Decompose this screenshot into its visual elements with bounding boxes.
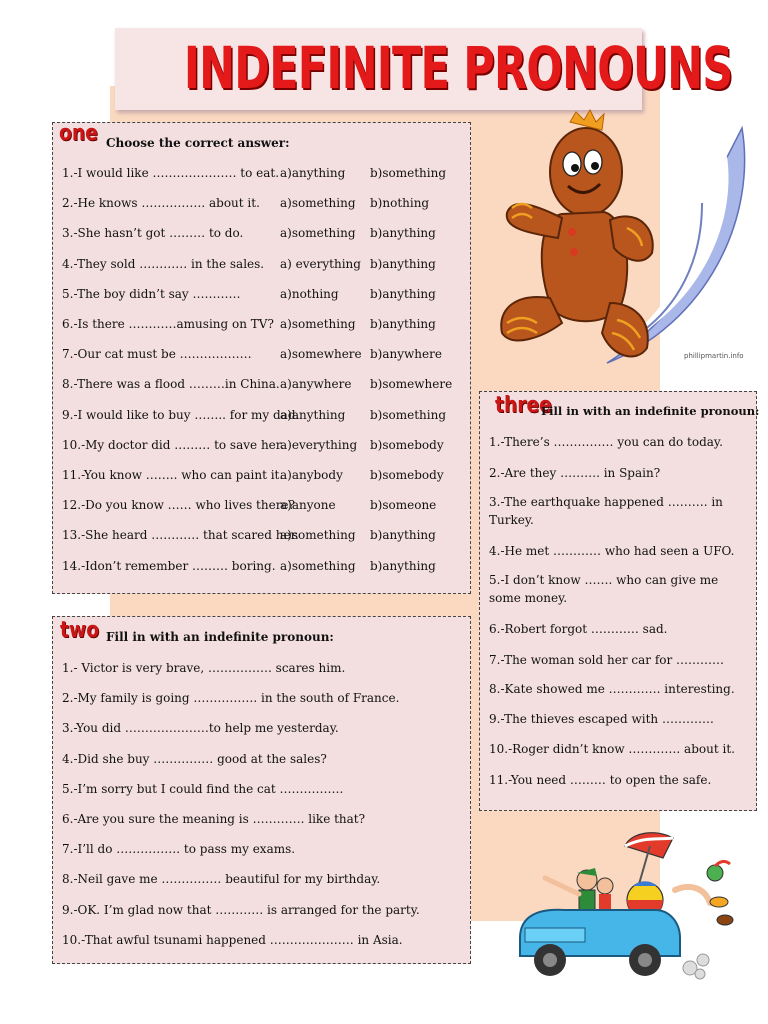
question-text: 13.-She heard ………… that scared her. — [62, 528, 299, 543]
question-row — [62, 498, 462, 514]
option-a[interactable]: a)everything — [280, 437, 358, 452]
option-a[interactable]: a)something — [280, 196, 356, 211]
option-a[interactable]: a)something — [280, 226, 356, 241]
section-two-label: two — [60, 618, 100, 643]
car-trip-illustration — [505, 828, 745, 992]
question-text: 6.-Is there …………amusing on TV? — [62, 317, 274, 331]
exercise-item: 9.-OK. I’m glad now that ………… is arranged for the party. — [62, 902, 420, 917]
option-b[interactable]: b)anything — [370, 528, 436, 543]
exercise-item: 7.-The woman sold her car for ………… — [489, 653, 725, 667]
question-row — [62, 377, 462, 393]
question-text: 9.-I would like to buy …….. for my dad. — [62, 407, 300, 422]
gingerbread-man-illustration — [492, 108, 762, 370]
exercise-item: 4.-He met ………… who had seen a UFO. — [489, 544, 735, 558]
option-a[interactable]: a)something — [280, 558, 356, 573]
section-two-instruction: Fill in with an indefinite pronoun: — [106, 630, 334, 644]
exercise-item: 10.-That awful tsunami happened ………………… in Asia. — [62, 932, 403, 947]
exercise-item: 11.-You need ……… to open the safe. — [489, 773, 712, 787]
option-a[interactable]: a)something — [280, 317, 356, 331]
option-a[interactable]: a) everything — [280, 256, 361, 271]
option-b[interactable]: b)anything — [370, 286, 436, 301]
option-b[interactable]: b)anything — [370, 558, 436, 573]
exercise-item: 7.-I’ll do ……………. to pass my exams. — [62, 842, 296, 857]
question-row — [62, 257, 462, 273]
option-a[interactable]: a)somewhere — [280, 347, 362, 362]
exercise-item: 8.-Neil gave me …………… beautiful for my birthday. — [62, 872, 381, 887]
question-row — [62, 196, 462, 212]
question-text: 3.-She hasn’t got ……… to do. — [62, 226, 244, 241]
question-text: 4.-They sold ………… in the sales. — [62, 256, 265, 271]
question-text: 8.-There was a flood ………in China. — [62, 377, 280, 392]
clipart-credit: phillipmartin.info — [684, 352, 744, 360]
section-one-instruction: Choose the correct answer: — [106, 136, 290, 150]
exercise-item: 4.-Did she buy …………… good at the sales? — [62, 751, 327, 766]
section-one-label: one — [59, 121, 98, 146]
question-text: 5.-The boy didn’t say ………… — [62, 286, 241, 301]
question-text: 7.-Our cat must be ……………… — [62, 347, 252, 362]
question-row — [62, 347, 462, 363]
option-a[interactable]: a)anything — [280, 166, 346, 180]
question-text: 14.-Idon’t remember ……… boring. — [62, 558, 276, 573]
question-row — [62, 287, 462, 303]
exercise-item: 1.-There’s …………… you can do today. — [489, 435, 723, 449]
option-a[interactable]: a)anyone — [280, 498, 336, 513]
option-a[interactable]: a)anywhere — [280, 377, 352, 392]
option-a[interactable]: a)anything — [280, 407, 346, 422]
option-b[interactable]: b)anything — [370, 317, 436, 331]
option-b[interactable]: b)something — [370, 407, 447, 422]
question-row — [62, 408, 462, 424]
option-b[interactable]: b)anywhere — [370, 347, 442, 362]
exercise-item: 2.-My family is going ……………. in the south of France. — [62, 691, 400, 706]
exercise-item: 9.-The thieves escaped with …………. — [489, 712, 714, 726]
exercise-item: 10.-Roger didn’t know …………. about it. — [489, 742, 735, 756]
option-b[interactable]: b)anything — [370, 256, 436, 271]
exercise-item: 3.-You did …………………to help me yesterday. — [62, 721, 339, 736]
exercise-item: 8.-Kate showed me …………. interesting. — [489, 682, 735, 696]
option-a[interactable]: a)nothing — [280, 286, 339, 301]
question-row — [62, 559, 462, 575]
exercise-item: 1.- Victor is very brave, ……………. scares him. — [62, 661, 346, 675]
question-text: 1.-I would like ………………… to eat. — [62, 166, 280, 180]
question-row — [62, 528, 462, 544]
exercise-item: 5.-I don’t know ……. who can give me some money. — [489, 573, 719, 605]
question-text: 2.-He knows ……………. about it. — [62, 196, 260, 211]
section-three-label: three — [495, 393, 552, 418]
section-three-instruction: Fill in with an indefinite pronoun: — [541, 404, 760, 418]
option-b[interactable]: b)something — [370, 166, 447, 180]
question-row — [62, 166, 462, 182]
exercise-item: 5.-I’m sorry but I could find the cat ……………. — [62, 781, 344, 796]
page-title: INDEFINITE PRONOUNS — [183, 34, 733, 102]
question-text: 12.-Do you know …… who lives there? — [62, 498, 295, 513]
option-b[interactable]: b)someone — [370, 498, 437, 513]
option-a[interactable]: a)anybody — [280, 468, 343, 482]
exercise-item: 2.-Are they ………. in Spain? — [489, 466, 661, 480]
question-text: 11.-You know …….. who can paint it. — [62, 468, 284, 482]
question-text: 10.-My doctor did ……… to save her. — [62, 437, 285, 452]
exercise-item: 6.-Are you sure the meaning is …………. like that? — [62, 812, 366, 826]
option-b[interactable]: b)somewhere — [370, 377, 453, 392]
question-row — [62, 317, 462, 333]
option-a[interactable]: a)something — [280, 528, 356, 543]
question-row — [62, 226, 462, 242]
question-row — [62, 468, 462, 484]
option-b[interactable]: b)nothing — [370, 196, 430, 211]
exercise-item: 6.-Robert forgot ………… sad. — [489, 622, 668, 636]
exercise-item: 3.-The earthquake happened ………. in Turkey. — [489, 495, 723, 527]
option-b[interactable]: b)anything — [370, 226, 436, 241]
question-row — [62, 438, 462, 454]
option-b[interactable]: b)somebody — [370, 468, 444, 482]
option-b[interactable]: b)somebody — [370, 437, 444, 452]
